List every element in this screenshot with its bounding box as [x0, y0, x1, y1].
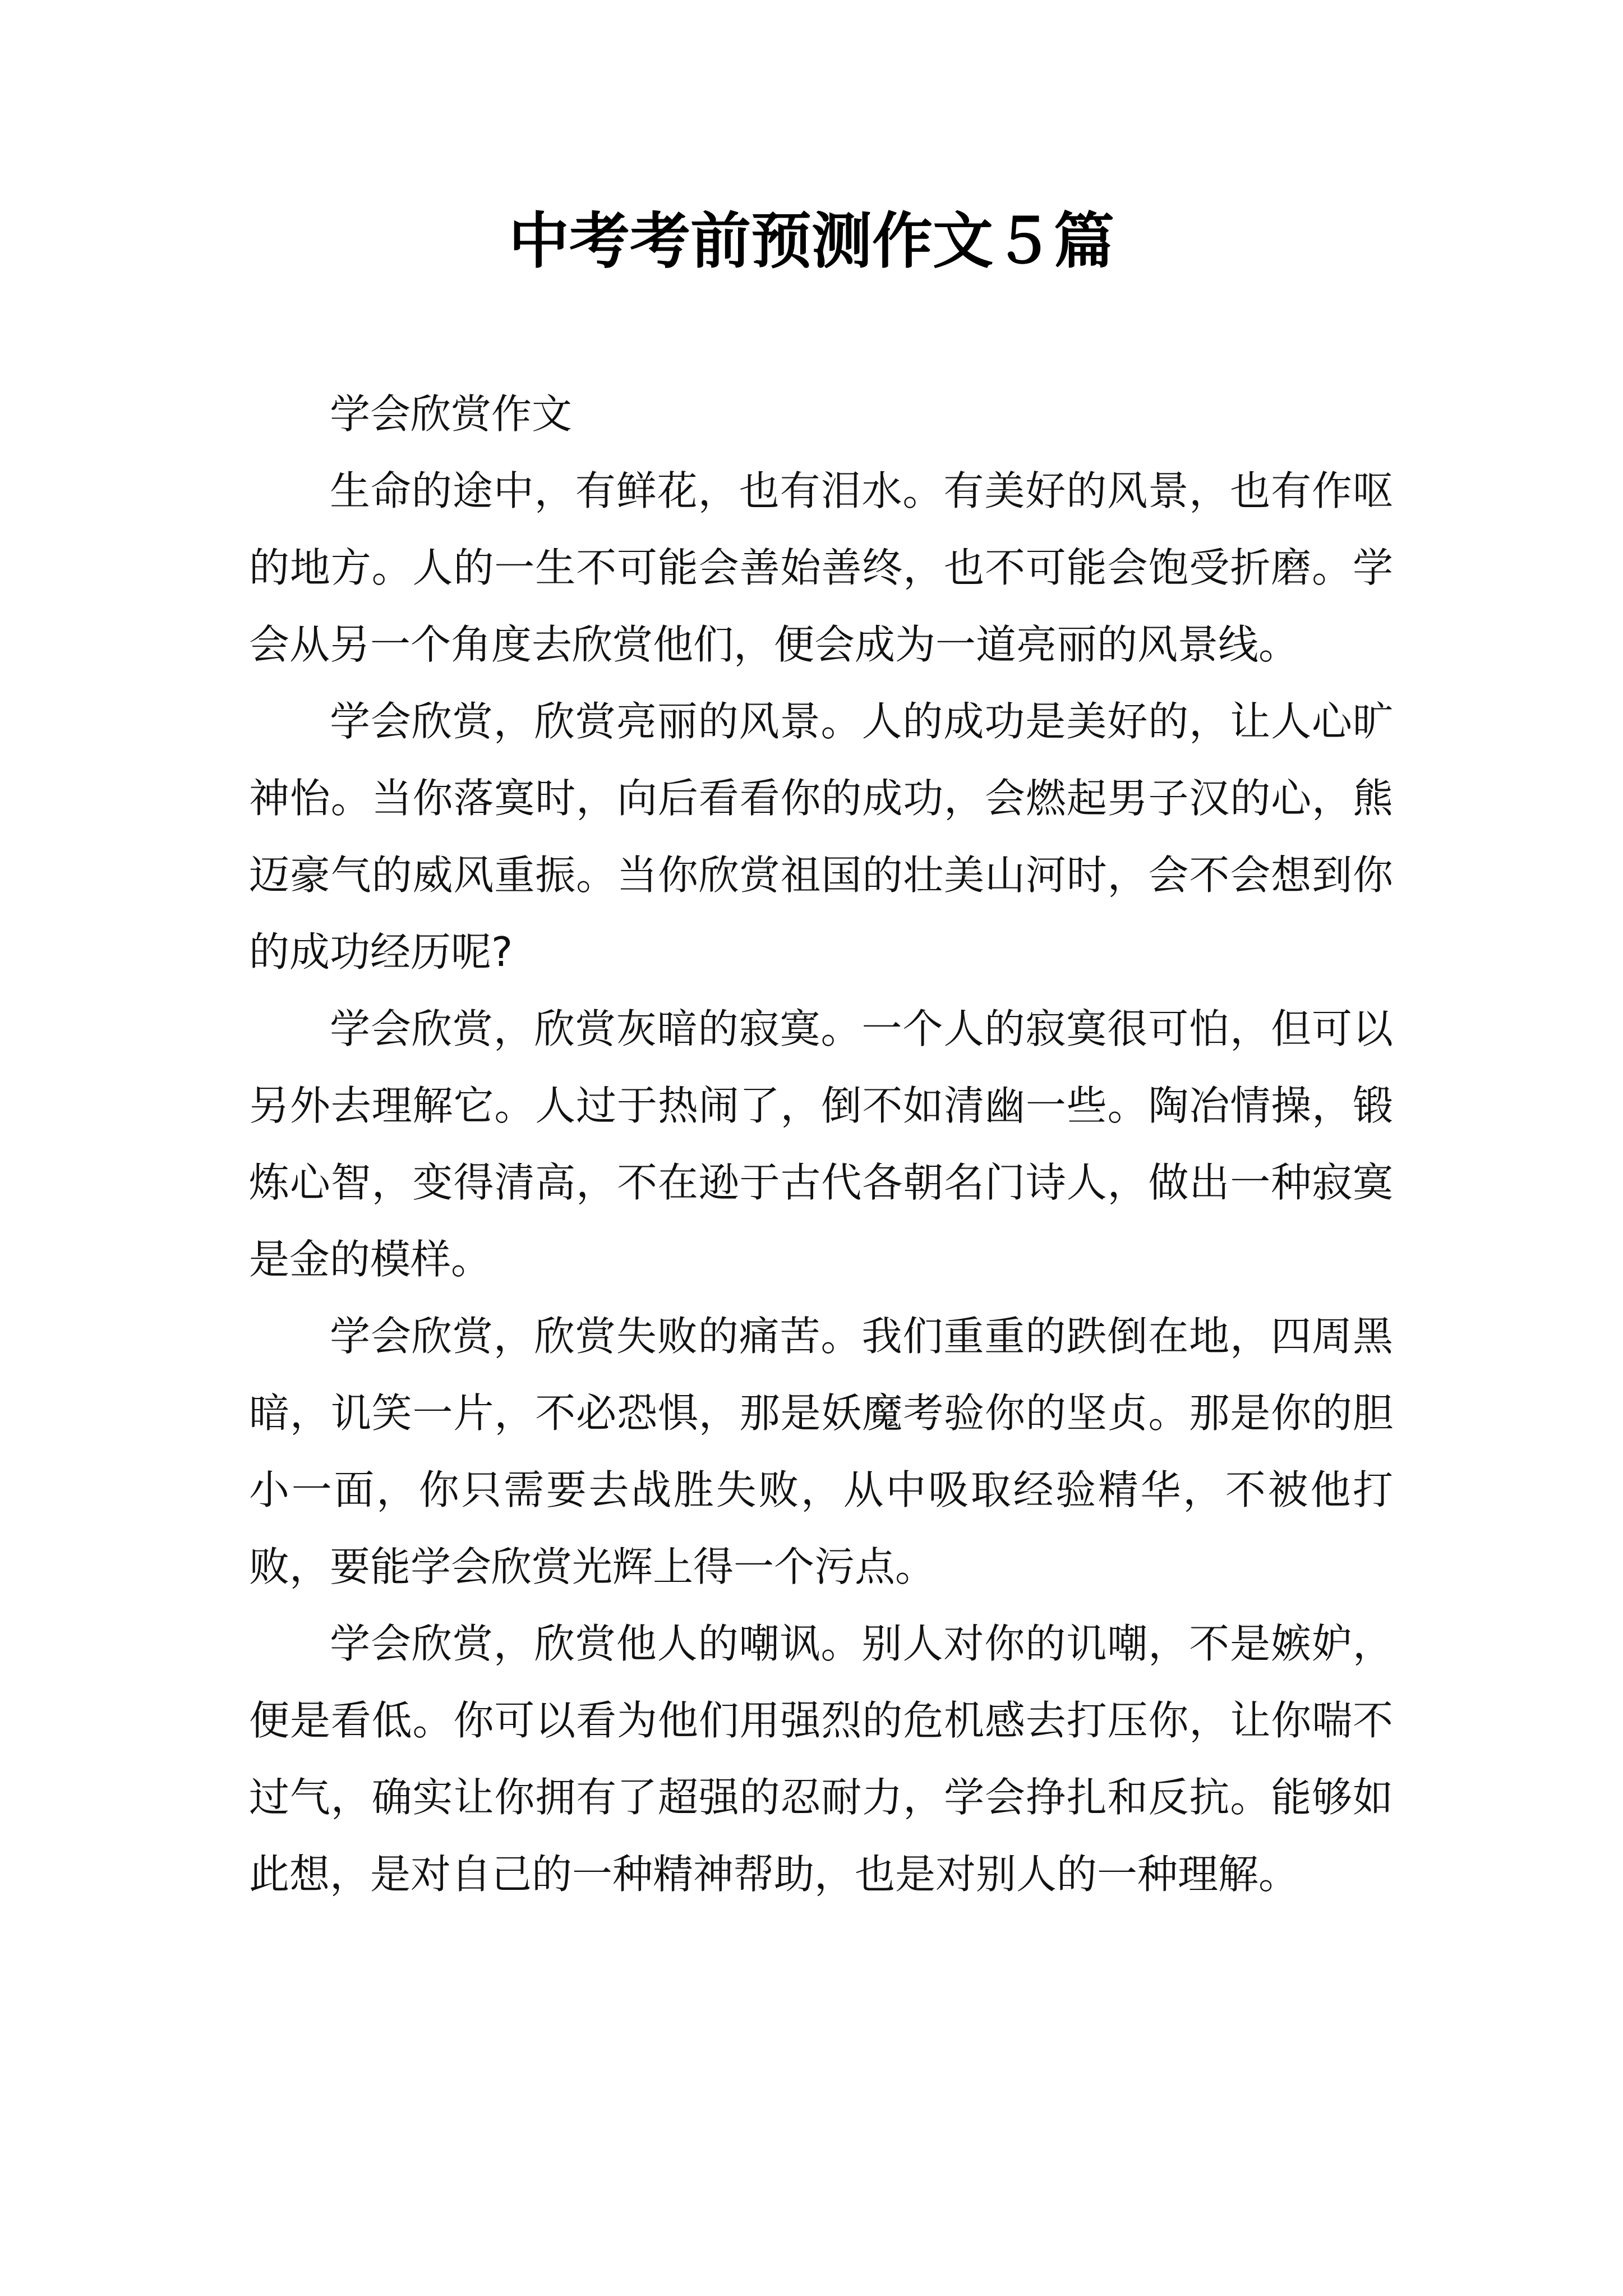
document-body	[249, 376, 1393, 1913]
paragraph-2: 学会欣赏，欣赏亮丽的风景。人的成功是美好的，让人心旷神怡。当你落寞时，向后看看你的成功，会燃起男子汉的心，熊迈豪气的威风重振。当你欣赏祖国的壮美山河时，会不会想到你的成功经历呢?	[249, 698, 1393, 976]
essay-heading: 学会欣赏作文	[330, 390, 573, 438]
document-title: 中考考前预测作文５篇	[508, 206, 1114, 277]
paragraph-3: 学会欣赏，欣赏灰暗的寂寞。一个人的寂寞很可怕，但可以另外去理解它。人过于热闹了，倒不如清幽一些。陶冶情操，锻炼心智，变得清高，不在逊于古代各朝名门诗人，做出一种寂寞是金的模样。	[249, 1005, 1393, 1283]
paragraph-1: 生命的途中，有鲜花，也有泪水。有美好的风景，也有作呕的地方。人的一生不可能会善始善终，也不可能会饱受折磨。学会从另一个角度去欣赏他们，便会成为一道亮丽的风景线。	[249, 467, 1393, 668]
paragraph-5: 学会欣赏，欣赏他人的嘲讽。别人对你的讥嘲，不是嫉妒，便是看低。你可以看为他们用强烈的危机感去打压你，让你喘不过气，确实让你拥有了超强的忍耐力，学会挣扎和反抗。能够如此想，是对自己的一种精神帮助，也是对别人的一种理解。	[249, 1620, 1393, 1898]
paragraph-4: 学会欣赏，欣赏失败的痛苦。我们重重的跌倒在地，四周黑暗，讥笑一片，不必恐惧，那是妖魔考验你的坚贞。那是你的胆小一面，你只需要去战胜失败，从中吸取经验精华，不被他打败，要能学会欣赏光辉上得一个污点。	[249, 1313, 1393, 1590]
